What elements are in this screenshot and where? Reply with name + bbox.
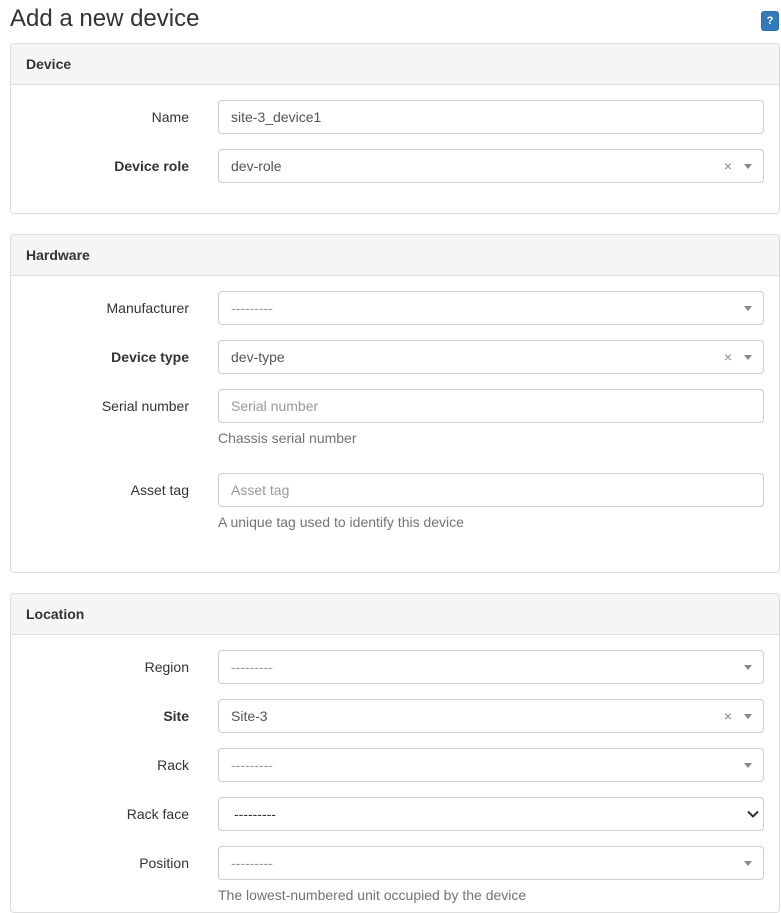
- rack-face-label: Rack face: [126, 806, 189, 822]
- site-value: Site-3: [231, 708, 268, 724]
- name-label: Name: [151, 109, 189, 125]
- help-button[interactable]: ?: [761, 11, 779, 31]
- dropdown-arrow-icon[interactable]: [744, 306, 752, 311]
- rack-row: [11, 748, 779, 782]
- hardware-panel: [10, 234, 780, 573]
- region-select[interactable]: [218, 650, 764, 684]
- name-row: [11, 100, 779, 134]
- location-panel-heading: Location: [11, 594, 779, 635]
- rack-face-select[interactable]: [218, 797, 764, 831]
- clear-icon[interactable]: ×: [723, 708, 732, 724]
- asset-tag-label: Asset tag: [130, 482, 189, 498]
- name-value: site-3_device1: [231, 109, 322, 125]
- serial-number-label: Serial number: [101, 398, 189, 414]
- position-select[interactable]: [218, 846, 764, 880]
- region-row: [11, 650, 779, 684]
- serial-number-help: Chassis serial number: [218, 430, 357, 446]
- serial-number-row: [11, 389, 779, 423]
- asset-tag-help: A unique tag used to identify this device: [218, 514, 464, 530]
- serial-number-placeholder: Serial number: [231, 398, 319, 414]
- chevron-down-icon[interactable]: [746, 807, 760, 821]
- region-placeholder: ---------: [231, 659, 273, 675]
- rack-label: Rack: [157, 757, 189, 773]
- manufacturer-row: [11, 291, 779, 325]
- device-role-value: dev-role: [231, 158, 282, 174]
- manufacturer-select[interactable]: [218, 291, 764, 325]
- name-input[interactable]: [218, 100, 764, 134]
- region-label: Region: [144, 659, 189, 675]
- hardware-panel-heading: Hardware: [11, 235, 779, 276]
- position-help: The lowest-numbered unit occupied by the device: [218, 887, 527, 903]
- manufacturer-placeholder: ---------: [231, 300, 273, 316]
- device-type-select[interactable]: [218, 340, 764, 374]
- asset-tag-row: [11, 473, 779, 507]
- rack-face-row: [11, 797, 779, 831]
- device-type-row: [11, 340, 779, 374]
- clear-icon[interactable]: ×: [723, 349, 732, 365]
- device-type-value: dev-type: [231, 349, 285, 365]
- device-role-label: Device role: [114, 158, 189, 174]
- position-placeholder: ---------: [231, 855, 273, 871]
- asset-tag-input[interactable]: [218, 473, 764, 507]
- rack-placeholder: ---------: [231, 757, 273, 773]
- rack-select[interactable]: [218, 748, 764, 782]
- rack-face-value: ---------: [234, 806, 276, 822]
- dropdown-arrow-icon[interactable]: [744, 665, 752, 670]
- clear-icon[interactable]: ×: [723, 158, 732, 174]
- device-panel-heading: Device: [11, 44, 779, 85]
- asset-tag-placeholder: Asset tag: [231, 482, 290, 498]
- device-type-label: Device type: [111, 349, 189, 365]
- position-row: [11, 846, 779, 880]
- device-role-select[interactable]: [218, 149, 764, 183]
- manufacturer-label: Manufacturer: [106, 300, 189, 316]
- device-panel: [10, 43, 780, 214]
- serial-number-input[interactable]: [218, 389, 764, 423]
- dropdown-arrow-icon[interactable]: [744, 861, 752, 866]
- site-select[interactable]: [218, 699, 764, 733]
- device-role-row: [11, 149, 779, 183]
- site-label: Site: [163, 708, 189, 724]
- position-label: Position: [139, 855, 189, 871]
- page-title: Add a new device: [10, 5, 200, 32]
- location-panel: [10, 593, 780, 913]
- dropdown-arrow-icon[interactable]: [744, 714, 752, 719]
- dropdown-arrow-icon[interactable]: [744, 355, 752, 360]
- dropdown-arrow-icon[interactable]: [744, 164, 752, 169]
- dropdown-arrow-icon[interactable]: [744, 763, 752, 768]
- site-row: [11, 699, 779, 733]
